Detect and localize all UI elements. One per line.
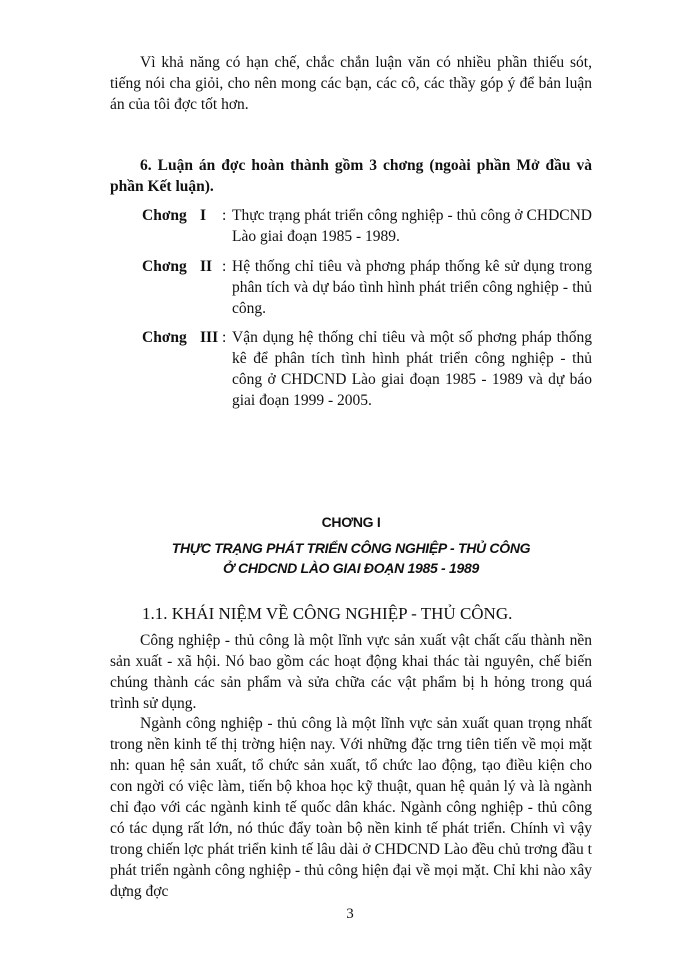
chapter-label: Chơng [142, 258, 187, 275]
chapter-label: Chơng [142, 329, 187, 346]
intro-paragraph: Vì khả năng có hạn chế, chắc chắn luận văn có nhiều phần thiếu sót, tiếng nói cha giỏi, cho nên mong các bạn, các cô, các thầy góp ý để bản luận án của tôi đợc tốt hơn. [110, 54, 592, 113]
chapter-number: II [200, 258, 213, 275]
chapter-entry-3: Chơng III : Vận dụng hệ thống chỉ tiêu và một số phơng pháp thống kê để phân tích tình hình phát triển công nghiệp - thủ công ở CHDCND Lào giai đoạn 1985 - 1989 và dự báo giai đoạn 1999 - 2005. [142, 329, 592, 409]
chapter-label: Chơng [142, 207, 187, 224]
body-paragraph-2: Ngành công nghiệp - thủ công là một lĩnh vực sản xuất quan trọng nhất trong nền kinh tế thị trờng hiện nay. Với những đặc trng tiên tiến về mọi mặt nh: quan hệ sản xuất, tổ chức sản xuất, tổ chức lao động, tạo điều kiện cho con ngời có việc làm, tiến bộ khoa học kỹ thuật, quan hệ quản lý và là ngành chỉ đạo với các ngành kinh tế quốc dân khác. Ngành công nghiệp - thủ công có tác dụng rất lớn, nó thúc đẩy toàn bộ nền kinh tế phát triển. Chính vì vậy trong chiến lợc phát triển kinh tế lâu dài ở CHDCND Lào đều chủ trơng đầu t phát triển ngành công nghiệp - thủ công hiện đại về mọi mặt. Chỉ khi nào xây dựng đợc [110, 715, 592, 900]
chapter-description: Thực trạng phát triển công nghiệp - thủ công ở CHDCND Lào giai đoạn 1985 - 1989. [232, 207, 592, 245]
chapter-heading: CHƠNG I [321, 514, 381, 530]
body-paragraph-1: Công nghiệp - thủ công là một lĩnh vực sản xuất vật chất cấu thành nền sản xuất - xã hội. Nó bao gồm các hoạt động khai thác tài nguyên, chế biến chúng thành các sản phẩm và sửa chữa các vật phẩm bị h hỏng trong quá trình sử dụng. [110, 632, 592, 712]
chapter-title-line-2: Ở CHDCND LÀO GIAI ĐOẠN 1985 - 1989 [223, 560, 479, 576]
page-number: 3 [346, 906, 354, 922]
section-title: 1.1. KHÁI NIỆM VỀ CÔNG NGHIỆP - THỦ CÔNG. [142, 604, 513, 623]
chapter-number: I [200, 207, 207, 224]
chapter-entry-1: Chơng I : Thực trạng phát triển công nghiệp - thủ công ở CHDCND Lào giai đoạn 1985 - 1989. [142, 207, 592, 245]
structure-lead: 6. Luận án đợc hoàn thành gồm 3 chơng (ngoài phần Mở đầu và phần Kết luận). [110, 157, 592, 195]
chapter-entry-2: Chơng II : Hệ thống chỉ tiêu và phơng pháp thống kê sử dụng trong phân tích và dự báo tình hình phát triển công nghiệp - thủ công. [142, 258, 592, 317]
chapter-description: Hệ thống chỉ tiêu và phơng pháp thống kê sử dụng trong phân tích và dự báo tình hình phát triển công nghiệp - thủ công. [232, 258, 592, 317]
chapter-title-line-1: THỰC TRẠNG PHÁT TRIỂN CÔNG NGHIỆP - THỦ CÔNG [171, 540, 531, 556]
chapter-number: III [200, 329, 219, 346]
chapter-description: Vận dụng hệ thống chỉ tiêu và một số phơng pháp thống kê để phân tích tình hình phát triển công nghiệp - thủ công ở CHDCND Lào giai đoạn 1985 - 1989 và dự báo giai đoạn 1999 - 2005. [232, 329, 592, 409]
